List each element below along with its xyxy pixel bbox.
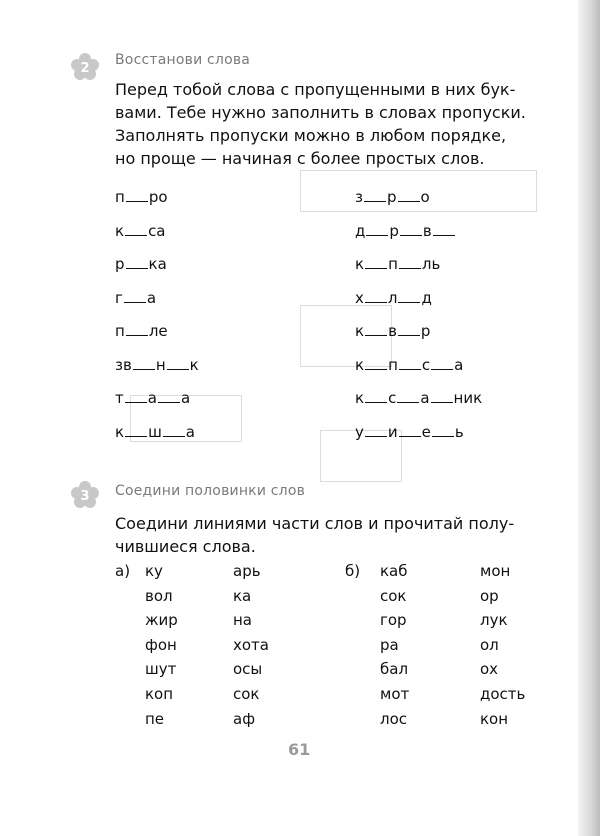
syllable-b-col1[interactable]: лос bbox=[380, 709, 408, 728]
missing-letter-blank[interactable] bbox=[399, 256, 421, 269]
syllable-a-col1[interactable]: пе bbox=[145, 709, 165, 728]
word-fragment: т bbox=[115, 389, 124, 407]
syllable-a-col1[interactable]: коп bbox=[145, 685, 174, 703]
gap-word-right bbox=[355, 255, 440, 273]
gap-word-left bbox=[115, 389, 190, 407]
syllable-b-col1[interactable]: сок bbox=[380, 586, 407, 605]
missing-letter-blank[interactable] bbox=[365, 323, 387, 336]
instruction-line: Перед тобой слова с пропущенными в них бук- bbox=[115, 80, 516, 99]
gap-word-left bbox=[115, 423, 195, 441]
word-fragment: ка bbox=[148, 255, 167, 273]
gap-word-right bbox=[355, 222, 456, 240]
word-fragment: к bbox=[115, 422, 125, 441]
instruction-line: но проще — начиная с более простых слов. bbox=[115, 149, 485, 168]
word-fragment: зв bbox=[115, 355, 132, 374]
missing-letter-blank[interactable] bbox=[399, 357, 421, 370]
missing-letter-blank[interactable] bbox=[125, 223, 147, 236]
syllable-a-col2[interactable]: аф bbox=[233, 709, 256, 728]
gap-word-right bbox=[355, 356, 463, 374]
word-fragment: к bbox=[355, 255, 365, 273]
task-3-number: 3 bbox=[80, 489, 90, 504]
gap-word-left bbox=[115, 255, 167, 273]
syllable-b-col2[interactable]: ол bbox=[480, 635, 499, 654]
missing-letter-blank[interactable] bbox=[400, 223, 422, 236]
missing-letter-blank[interactable] bbox=[366, 223, 388, 236]
word-fragment: а bbox=[420, 389, 430, 407]
missing-letter-blank[interactable] bbox=[398, 189, 420, 202]
word-fragment: в bbox=[422, 221, 432, 240]
word-fragment: х bbox=[355, 288, 364, 307]
missing-letter-blank[interactable] bbox=[432, 424, 454, 437]
word-fragment: е bbox=[421, 422, 431, 441]
syllable-a-col2[interactable]: на bbox=[233, 611, 252, 630]
word-fragment: а bbox=[180, 389, 191, 407]
syllable-b-col2[interactable]: лук bbox=[480, 611, 508, 630]
missing-letter-blank[interactable] bbox=[133, 357, 155, 370]
missing-letter-blank[interactable] bbox=[431, 390, 453, 403]
word-fragment: р bbox=[115, 255, 125, 273]
gap-word-right bbox=[355, 389, 482, 407]
word-fragment: а bbox=[147, 389, 157, 407]
word-fragment: у bbox=[355, 422, 364, 441]
instruction-line: чившиеся слова. bbox=[115, 537, 256, 556]
word-fragment: п bbox=[388, 355, 398, 374]
syllable-b-col1[interactable]: каб bbox=[380, 562, 408, 580]
task-3-instructions bbox=[115, 512, 527, 558]
syllable-b-col1[interactable]: бал bbox=[380, 660, 409, 679]
syllable-a-col1[interactable]: жир bbox=[145, 611, 178, 630]
syllable-a-col2[interactable]: арь bbox=[233, 562, 261, 580]
syllable-a-col2[interactable]: хота bbox=[233, 635, 269, 654]
syllable-a-col1[interactable]: вол bbox=[145, 586, 173, 605]
word-fragment: ро bbox=[148, 188, 168, 206]
word-fragment: р bbox=[389, 221, 399, 240]
word-fragment: к bbox=[189, 355, 199, 374]
missing-letter-blank[interactable] bbox=[158, 390, 180, 403]
missing-letter-blank[interactable] bbox=[398, 290, 420, 303]
word-fragment: са bbox=[148, 221, 166, 240]
syllable-b-col2[interactable]: мон bbox=[480, 562, 511, 580]
syllable-a-col1[interactable]: ку bbox=[145, 562, 163, 580]
missing-letter-blank[interactable] bbox=[364, 189, 386, 202]
word-fragment: ль bbox=[421, 255, 441, 273]
missing-letter-blank[interactable] bbox=[125, 390, 147, 403]
task-2-instructions bbox=[115, 78, 535, 170]
missing-letter-blank[interactable] bbox=[399, 424, 421, 437]
word-fragment: к bbox=[355, 355, 365, 374]
word-fragment: а bbox=[146, 288, 157, 307]
missing-letter-blank[interactable] bbox=[125, 424, 147, 437]
word-fragment: п bbox=[388, 255, 398, 273]
task-2-title: Восстанови слова bbox=[115, 52, 251, 68]
syllable-a-col1[interactable]: фон bbox=[145, 635, 177, 654]
word-fragment: к bbox=[355, 389, 365, 407]
word-fragment: а bbox=[185, 422, 195, 441]
word-fragment: а bbox=[454, 355, 464, 374]
word-fragment: ле bbox=[148, 322, 168, 340]
flower-number-badge-icon bbox=[70, 52, 100, 82]
word-fragment: р bbox=[386, 188, 397, 206]
syllable-b-col2[interactable]: ор bbox=[480, 586, 499, 605]
word-fragment: г bbox=[115, 288, 123, 307]
word-fragment: п bbox=[115, 188, 125, 206]
syllable-a-col2[interactable]: ка bbox=[233, 586, 252, 605]
missing-letter-blank[interactable] bbox=[397, 390, 419, 403]
word-fragment: в bbox=[388, 322, 397, 340]
missing-letter-blank[interactable] bbox=[365, 290, 387, 303]
gap-word-left bbox=[115, 289, 156, 307]
gap-word-left bbox=[115, 222, 166, 240]
missing-letter-blank[interactable] bbox=[167, 357, 189, 370]
syllable-a-col1[interactable]: шут bbox=[145, 660, 177, 679]
flower-number-badge-icon bbox=[70, 480, 100, 510]
missing-letter-blank[interactable] bbox=[126, 323, 148, 336]
word-fragment: ник bbox=[453, 389, 483, 407]
gap-word-left bbox=[115, 188, 168, 206]
task-2-number: 2 bbox=[80, 61, 90, 76]
syllable-b-col1[interactable]: мот bbox=[380, 685, 410, 703]
missing-letter-blank[interactable] bbox=[433, 223, 455, 236]
missing-letter-blank[interactable] bbox=[163, 424, 185, 437]
missing-letter-blank[interactable] bbox=[124, 290, 146, 303]
word-fragment: к bbox=[355, 322, 365, 340]
word-fragment: п bbox=[115, 322, 125, 340]
missing-letter-blank[interactable] bbox=[365, 390, 387, 403]
missing-letter-blank[interactable] bbox=[365, 424, 387, 437]
word-fragment: ь bbox=[454, 422, 464, 441]
word-fragment: н bbox=[155, 355, 166, 374]
missing-letter-blank[interactable] bbox=[365, 357, 387, 370]
word-fragment: и bbox=[387, 422, 398, 441]
page-number: 61 bbox=[288, 740, 311, 759]
part-b-label: б) bbox=[345, 562, 361, 580]
page-edge-shadow bbox=[578, 0, 600, 836]
word-fragment: л bbox=[387, 288, 398, 307]
missing-letter-blank[interactable] bbox=[398, 323, 420, 336]
gap-word-right bbox=[355, 289, 432, 307]
word-fragment: з bbox=[355, 188, 363, 206]
syllable-b-col2[interactable]: ох bbox=[480, 660, 499, 679]
gap-word-right bbox=[355, 188, 430, 206]
syllable-a-col2[interactable]: осы bbox=[233, 660, 263, 679]
word-fragment: с bbox=[421, 355, 431, 374]
word-fragment: д bbox=[355, 221, 366, 240]
word-fragment: о bbox=[420, 188, 430, 206]
word-fragment: с bbox=[388, 389, 397, 407]
missing-letter-blank[interactable] bbox=[431, 357, 453, 370]
syllable-b-col2[interactable]: дость bbox=[480, 685, 526, 703]
gap-word-right bbox=[355, 423, 464, 441]
syllable-a-col2[interactable]: сок bbox=[233, 685, 260, 703]
part-a-label: а) bbox=[115, 562, 131, 580]
word-fragment: д bbox=[421, 288, 432, 307]
instruction-line: вами. Тебе нужно заполнить в словах пропуски. bbox=[115, 103, 526, 122]
word-fragment: к bbox=[115, 221, 125, 240]
task-3-title: Соедини половинки слов bbox=[115, 483, 306, 499]
syllable-b-col1[interactable]: гор bbox=[380, 611, 407, 630]
gap-word-left bbox=[115, 322, 168, 340]
word-fragment: р bbox=[420, 322, 431, 340]
missing-letter-blank[interactable] bbox=[126, 256, 148, 269]
instruction-line: Соедини линиями части слов и прочитай полу- bbox=[115, 514, 515, 533]
gap-word-left bbox=[115, 356, 199, 374]
instruction-line: Заполнять пропуски можно в любом порядке, bbox=[115, 126, 507, 145]
word-fragment: ш bbox=[148, 422, 162, 441]
missing-letter-blank[interactable] bbox=[365, 256, 387, 269]
gap-word-right bbox=[355, 322, 430, 340]
syllable-b-col2[interactable]: кон bbox=[480, 709, 509, 728]
missing-letter-blank[interactable] bbox=[126, 189, 148, 202]
syllable-b-col1[interactable]: ра bbox=[380, 635, 399, 654]
